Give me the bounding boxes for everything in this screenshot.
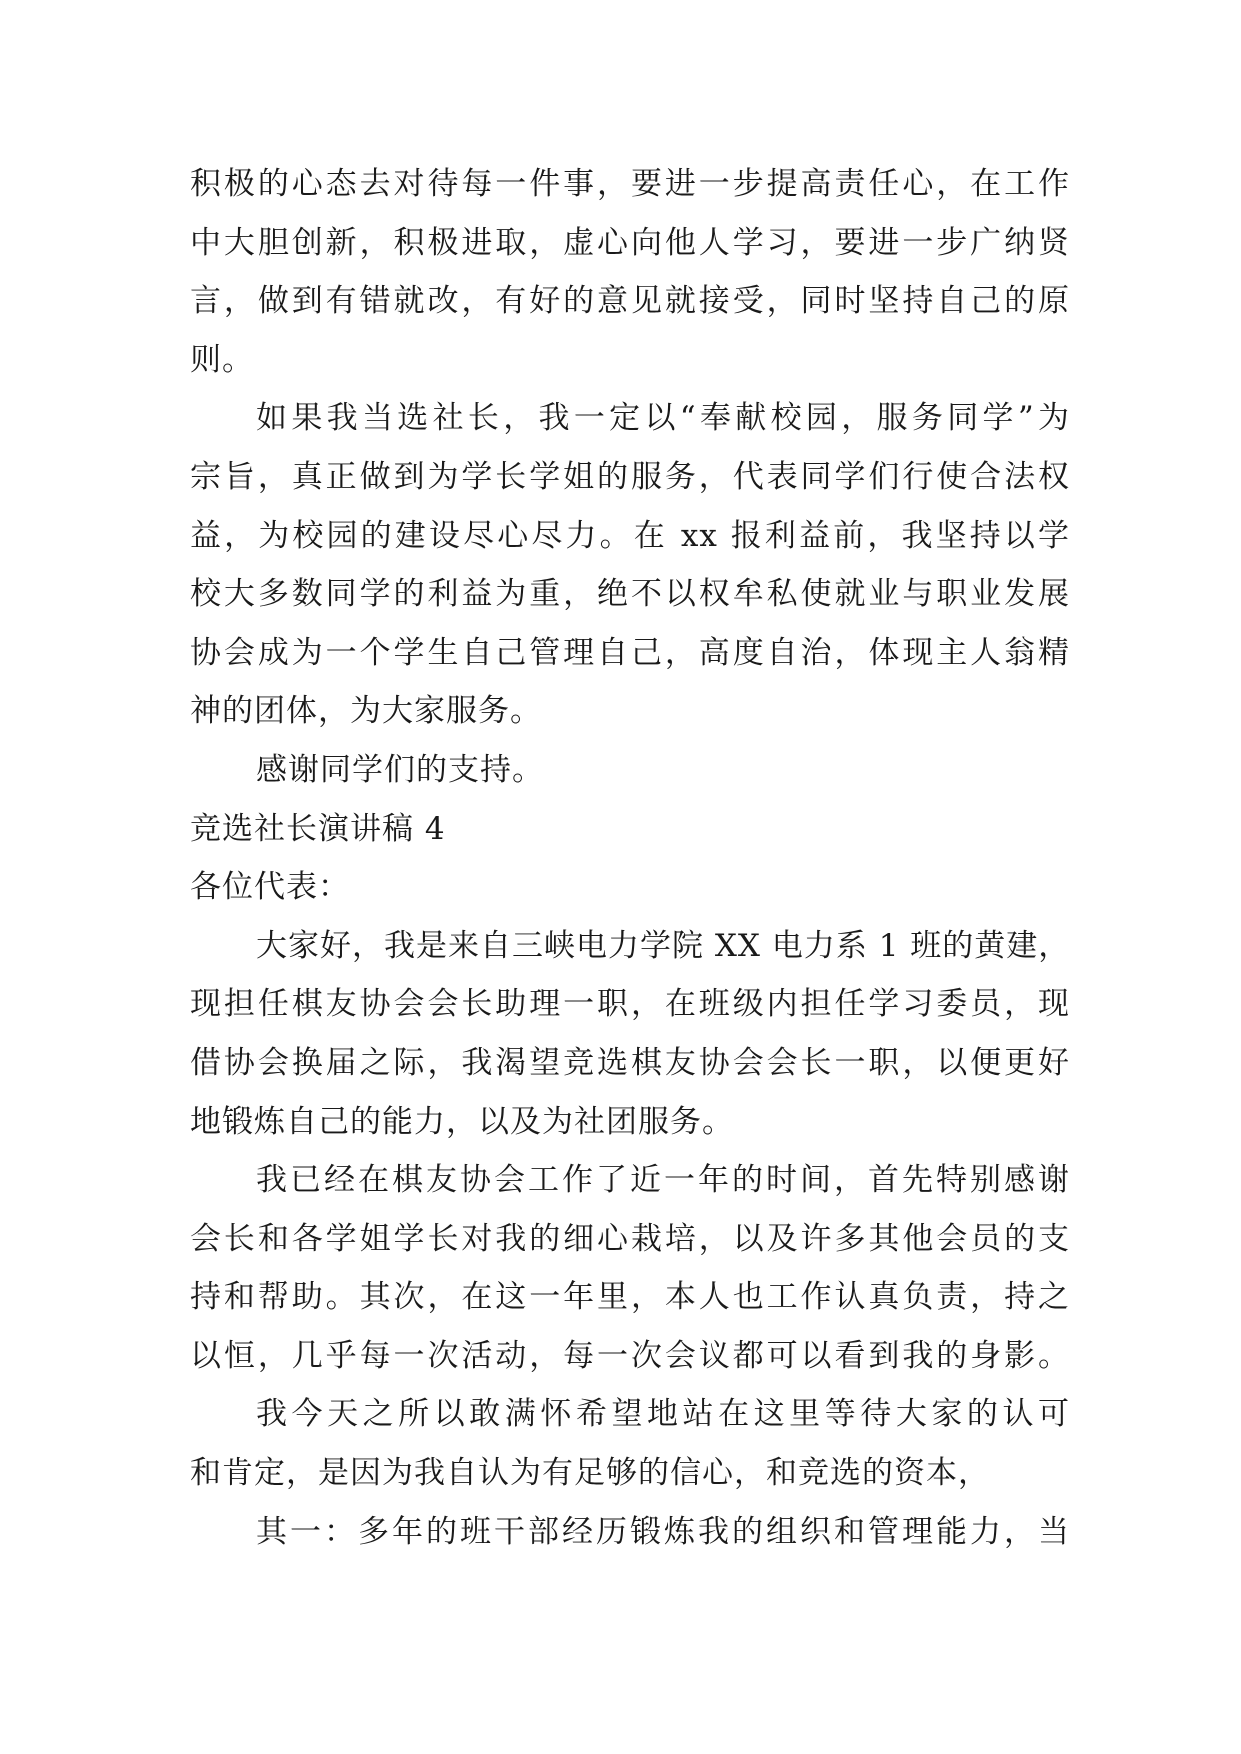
text-line: 会长和各学姐学长对我的细心栽培，以及许多其他会员的支 [190,1220,1070,1257]
text-line: 宗旨，真正做到为学长学姐的服务，代表同学们行使合法权 [190,458,1070,495]
text-line: 以恒，几乎每一次活动，每一次会议都可以看到我的身影。 [190,1337,1070,1374]
paragraph-first-line: 感谢同学们的支持。 [256,751,544,788]
paragraph-first-line: 我今天之所以敢满怀希望地站在这里等待大家的认可 [256,1396,1070,1433]
paragraph-first-line: 如果我当选社长，我一定以“奉献校园，服务同学”为 [256,400,1070,437]
text-line: 地锻炼自己的能力，以及为社团服务。 [190,1103,734,1140]
text-line: 益，为校园的建设尽心尽力。在 xx 报利益前，我坚持以学 [190,517,1070,554]
paragraph-first-line: 其一：多年的班干部经历锻炼我的组织和管理能力，当 [256,1513,1070,1550]
text-line: 借协会换届之际，我渴望竞选棋友协会会长一职，以便更好 [190,1044,1070,1081]
text-line: 持和帮助。其次，在这一年里，本人也工作认真负责，持之 [190,1279,1070,1316]
section-heading: 竞选社长演讲稿 4 [190,810,446,847]
document-body [190,155,1070,1561]
text-line: 现担任棋友协会会长助理一职，在班级内担任学习委员，现 [190,986,1070,1023]
text-line: 神的团体，为大家服务。 [190,693,542,730]
paragraph-first-line: 我已经在棋友协会工作了近一年的时间，首先特别感谢 [256,1162,1070,1199]
text-line: 和肯定，是因为我自认为有足够的信心，和竞选的资本， [190,1455,990,1492]
text-line: 协会成为一个学生自己管理自己，高度自治，体现主人翁精 [190,634,1070,671]
paragraph-first-line: 大家好，我是来自三峡电力学院 XX 电力系 1 班的黄建， [256,927,1071,964]
text-line: 言，做到有错就改，有好的意见就接受，同时坚持自己的原 [190,283,1070,320]
text-line: 校大多数同学的利益为重，绝不以权牟私使就业与职业发展 [190,576,1070,613]
salutation: 各位代表： [190,869,350,906]
text-line: 积极的心态去对待每一件事，要进一步提高责任心，在工作 [190,166,1070,202]
text-line: 则。 [190,341,254,378]
text-line: 中大胆创新，积极进取，虚心向他人学习，要进一步广纳贤 [190,224,1070,261]
